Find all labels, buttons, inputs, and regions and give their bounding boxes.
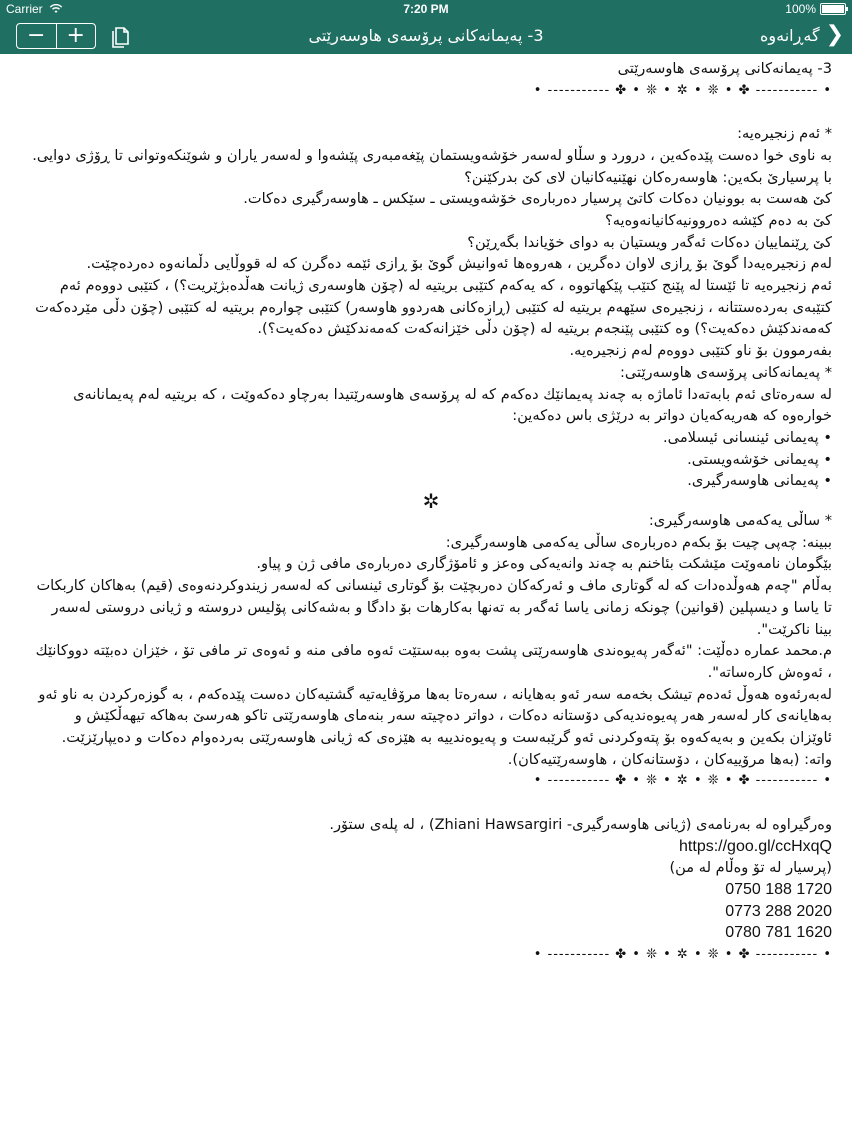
list-item: • پەیمانی هاوسەرگیری.: [687, 472, 832, 490]
list-item: • پەیمانی خۆشەویستی.: [687, 450, 832, 468]
status-right: [785, 2, 846, 16]
text-line: کێ ڕێنماییان دەکات ئەگەر ویستیان بە دوای خۆیاندا بگەڕێن؟: [467, 233, 832, 251]
back-button[interactable]: [760, 24, 844, 46]
battery-icon: [820, 3, 846, 15]
text-line: * ساڵی یەکەمی هاوسەرگیری:: [648, 512, 832, 530]
text-line: * پەیمانەکانی پرۆسەی هاوسەرێتی:: [619, 363, 832, 381]
page-title: 3- پەیمانەکانی پرۆسەی هاوسەرێتی: [308, 26, 544, 45]
documents-icon[interactable]: [108, 25, 132, 49]
article-content: [30, 58, 832, 966]
text-line: کێ هەست بە بوونیان دەکات کاتێ پرسیار دەربارەی خۆشەویستی ـ سێکس ـ هاوسەرگیری دەکات.: [243, 190, 832, 208]
status-time: 7:20 PM: [403, 2, 449, 16]
star-ornament: ✲: [422, 489, 440, 514]
source-link[interactable]: https://goo.gl/ccHxqQ: [679, 837, 832, 855]
text-line: واتە: (بەها مرۆییەکان ، دۆستانەکان ، هاوسەرێتیەکان).: [507, 750, 832, 768]
source-line: وەرگیراوە لە بەرنامەی (ژیانی هاوسەرگیری- Zhiani Hawsargiri) ، لە پلەی ستۆر.: [329, 815, 832, 833]
chevron-left-icon: ❮: [825, 22, 844, 47]
text-line: کێ بە دەم کێشە دەروونیەکانیانەوەیە؟: [604, 211, 832, 229]
navigation-bar: [0, 18, 852, 54]
zoom-control: [16, 23, 96, 49]
text-line: * ئەم زنجیرەیە:: [737, 125, 832, 143]
text-line: با پرسیارێ بکەین: هاوسەرەکان نهێنیەکانیان لای کێ بدرکێنن؟: [464, 168, 832, 186]
text-line: لەم زنجیرەیەدا گوێ بۆ ڕازی لاوان دەگرین ، هەروەها ئەوانیش گوێ بۆ ڕازی ئێمە دەگرن کە لە قووڵایی دڵمانەوە دەردەچێت.: [86, 255, 832, 273]
phone-number[interactable]: 0780 781 1620: [725, 924, 832, 942]
back-label: گەڕانەوە: [760, 25, 820, 45]
list-item: • پەیمانی ئینسانی ئیسلامی.: [663, 428, 832, 446]
article-heading: 3- پەیمانەکانی پرۆسەی هاوسەرێتی: [617, 60, 832, 77]
text-line: بێگومان نامەوێت مێشکت بئاخنم بە چەند وانەیەکی وەعز و ئامۆژگاری دەربارەی مافی ژن و پیاو.: [256, 555, 832, 573]
status-bar: [0, 0, 852, 18]
text-line: بەڵام "چەم هەوڵدەدات کە لە گوتاری ماف و ئەرکەکان دەربچێت بۆ گوتاری ئینسانی کە لەسەر زیندوکردنەوەی (قیم) بەهاکان کاربکات تا یاسا و دیسپلین (قوانین) چونکە زمانی یاسا ئەگەر بە تەنها بەکارهات بۆ دادگا و بەشەکانی پۆلیس دروستە و ژیانی دروستی لەسەر بینا ناکرێت".: [36, 577, 832, 638]
separator: • ----------- ✤ • ❊ • ✲ • ❊ • ✤ ----------- •: [533, 82, 832, 98]
text-line: ببینە: چەپی چیت بۆ بکەم دەربارەی ساڵی یەکەمی هاوسەرگیری:: [445, 533, 832, 551]
battery-fill: [822, 5, 844, 13]
spacer: [30, 792, 832, 814]
zoom-out-button[interactable]: −: [27, 23, 46, 48]
text-line: لەبەرئەوە هەوڵ ئەدەم تیشک بخەمە سەر ئەو بەهایانە ، سەرەتا بەها مرۆڤایەتیە گشتیەکان دەست پێدەکەم ، بە گوزەرکردن بە ناو ئەو بەهایانەی کار لەسەر هەر پەیوەندیەکی دۆستانە دەکات ، دواتر دەچیتە سەر بنەمای هاوسەرێتی تاکو هەرسێ بەهاکە تیهەڵکێش و ئاوێزان بکەین و بەیەکەوە بۆ پتەوکردنی ئەو گرێبەست و پەیوەندییە بە هێزەی کە ژیانی هاوسەرێتی بەردەوام دەکات و دەیپارێزێت.: [38, 685, 832, 747]
separator: • ----------- ✤ • ❊ • ✲ • ❊ • ✤ ----------- •: [533, 773, 832, 789]
spacer: [30, 101, 832, 123]
text-line: ئەم زنجیرەیە تا ئێستا لە پێنج کتێب پێکهاتووە ، کە یەکەم کتێبی بریتیە لە (چۆن هاوسەری ژیانت هەڵدەبژێریت؟) ، کتێبی دووەم ئەم کتێبەی بەردەستتانە ، زنجیرەی سێهەم بریتیە لە کتێبی (ڕازەکانی هەردوو هاوسەر) کتێبی چوارەم بریتیە لە کتێبی (چۆن دڵی مێردەکەت کەمەندکێش دەکەیت؟) وە کتێبی پێنجەم بریتیە لە (چۆن دڵی خێزانەکەت کەمەندکێش دەکەیت؟).: [35, 277, 832, 338]
phone-number[interactable]: 0750 188 1720: [725, 880, 832, 898]
qa-line: (پرسیار لە تۆ وەڵام لە من): [669, 859, 832, 877]
text-line: بفەرموون بۆ ناو کتێبی دووەم لەم زنجیرەیە.: [569, 342, 832, 360]
text-line: لە سەرەتای ئەم بابەتەدا ئاماژە بە چەند پەیمانێك دەکەم کە لە پرۆسەی هاوسەرێتیدا بەرچاو دەکەوێت ، کە بریتیە لەم پەیمانانەی خوارەوە کە هەریەکەیان دواتر بە درێژی باس دەکەین:: [73, 385, 832, 425]
carrier-label: Carrier: [6, 2, 43, 16]
phone-number[interactable]: 0773 288 2020: [725, 902, 832, 920]
separator: • ----------- ✤ • ❊ • ✲ • ❊ • ✤ ----------- •: [533, 947, 832, 963]
text-line: م.محمد عمارە دەڵێت: "ئەگەر پەیوەندی هاوسەرێتی پشت بەوە ببەستێت ئەوە مافی منە و ئەوەی تر مافی تۆ ، خێزان دەبێتە دووکانێك ، ئەوەش کارەساتە".: [35, 642, 832, 681]
battery-percent: 100%: [785, 2, 816, 16]
zoom-in-button[interactable]: +: [56, 24, 96, 48]
text-line: بە ناوی خوا دەست پێدەکەین ، درورد و سڵاو لەسەر خۆشەویستمان پێغەمبەری پێشەوا و لەسەر یاران و شوێنکەوتوانی تا ڕۆژی دوایی.: [32, 146, 832, 164]
